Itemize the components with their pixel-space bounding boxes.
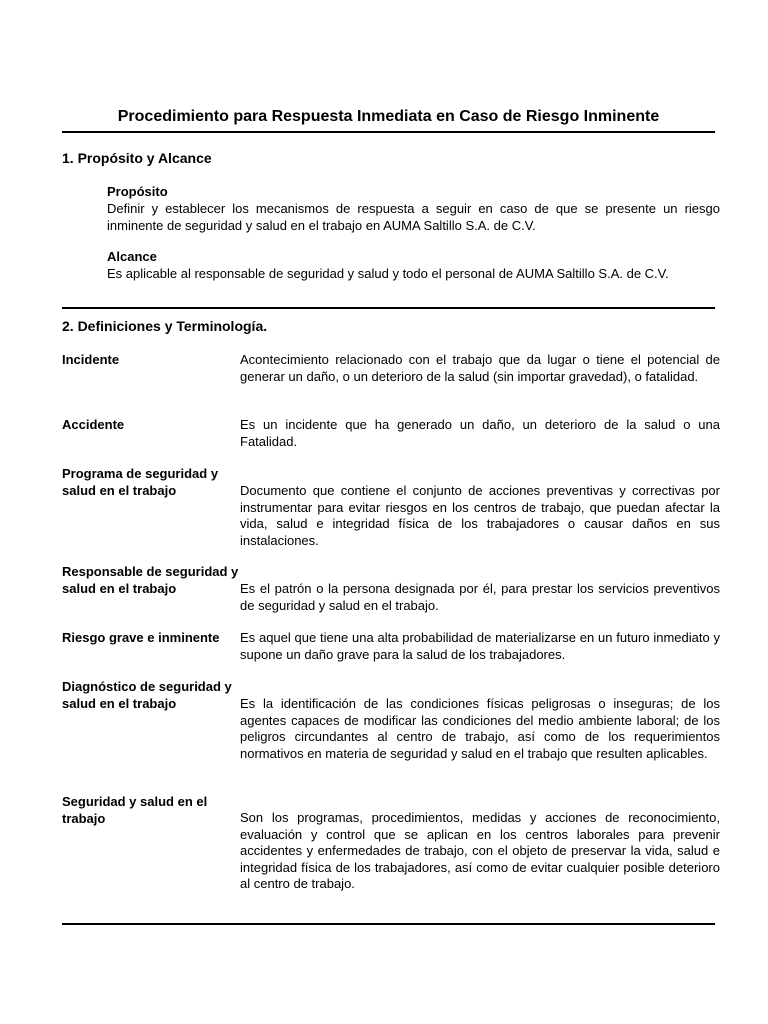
term-riesgo-grave: Riesgo grave e inminente (62, 630, 220, 645)
proposito-block (107, 183, 720, 234)
term-seguridad-salud: Seguridad y salud en el trabajo (62, 794, 208, 826)
proposito-text: Definir y establecer los mecanismos de respuesta a seguir en caso de que se presente un riesgo inminente de seguridad y salud en el trabajo en AUMA Saltillo S.A. de C.V. (107, 201, 720, 233)
term-accidente: Accidente (62, 417, 125, 432)
section1-heading: 1. Propósito y Alcance (62, 150, 212, 166)
definition-diagnostico: Es la identificación de las condiciones físicas peligrosas o inseguras; de los agentes capaces de modificar las condiciones del medio ambiente laboral; de los peligros circundantes al centro de trabajo, así como de los requerimientos normativos en materia de seguridad y salud en el trabajo que resulten aplicables. (240, 696, 720, 761)
definition-responsable: Es el patrón o la persona designada por él, para prestar los servicios preventivos de seguridad y salud en el trabajo. (240, 581, 720, 613)
section2-heading: 2. Definiciones y Terminología. (62, 318, 268, 334)
alcance-text: Es aplicable al responsable de seguridad y salud y todo el personal de AUMA Saltillo S.A. de C.V. (107, 266, 669, 281)
alcance-label: Alcance (107, 249, 157, 264)
definition-programa: Documento que contiene el conjunto de acciones preventivas y correctivas por instrumentar para evitar riesgos en los centros de trabajo, que puedan afectar la vida, salud e integridad física de los trabajadores o causar daños en sus instalaciones. (240, 483, 720, 548)
title-divider (62, 131, 715, 133)
definition-incidente: Acontecimiento relacionado con el trabajo que da lugar o tiene el potencial de generar un daño, o un deterioro de la salud (sin importar gravedad), o fatalidad. (240, 352, 720, 384)
page-title: Procedimiento para Respuesta Inmediata en Caso de Riesgo Inminente (117, 108, 660, 125)
section1-divider (62, 307, 715, 309)
definition-seguridad-salud: Son los programas, procedimientos, medidas y acciones de reconocimiento, evaluación y control que se aplican en los centros laborales para prevenir accidentes y enfermedades de trabajo, con el objeto de preservar la vida, salud e integridad física de los trabajadores, así como de evitar cualquier posible deterioro al centro de trabajo. (240, 810, 720, 891)
term-responsable: Responsable de seguridad y salud en el trabajo (62, 564, 239, 596)
section2-divider (62, 923, 715, 925)
term-incidente: Incidente (62, 352, 120, 367)
definition-accidente: Es un incidente que ha generado un daño, un deterioro de la salud o una Fatalidad. (240, 417, 720, 449)
alcance-block (107, 248, 720, 282)
term-diagnostico: Diagnóstico de seguridad y salud en el trabajo (62, 679, 232, 711)
proposito-label: Propósito (107, 184, 168, 199)
definition-riesgo-grave: Es aquel que tiene una alta probabilidad de materializarse en un futuro inmediato y supone un daño grave para la salud de los trabajadores. (240, 630, 720, 662)
term-programa: Programa de seguridad y salud en el trabajo (62, 466, 219, 498)
